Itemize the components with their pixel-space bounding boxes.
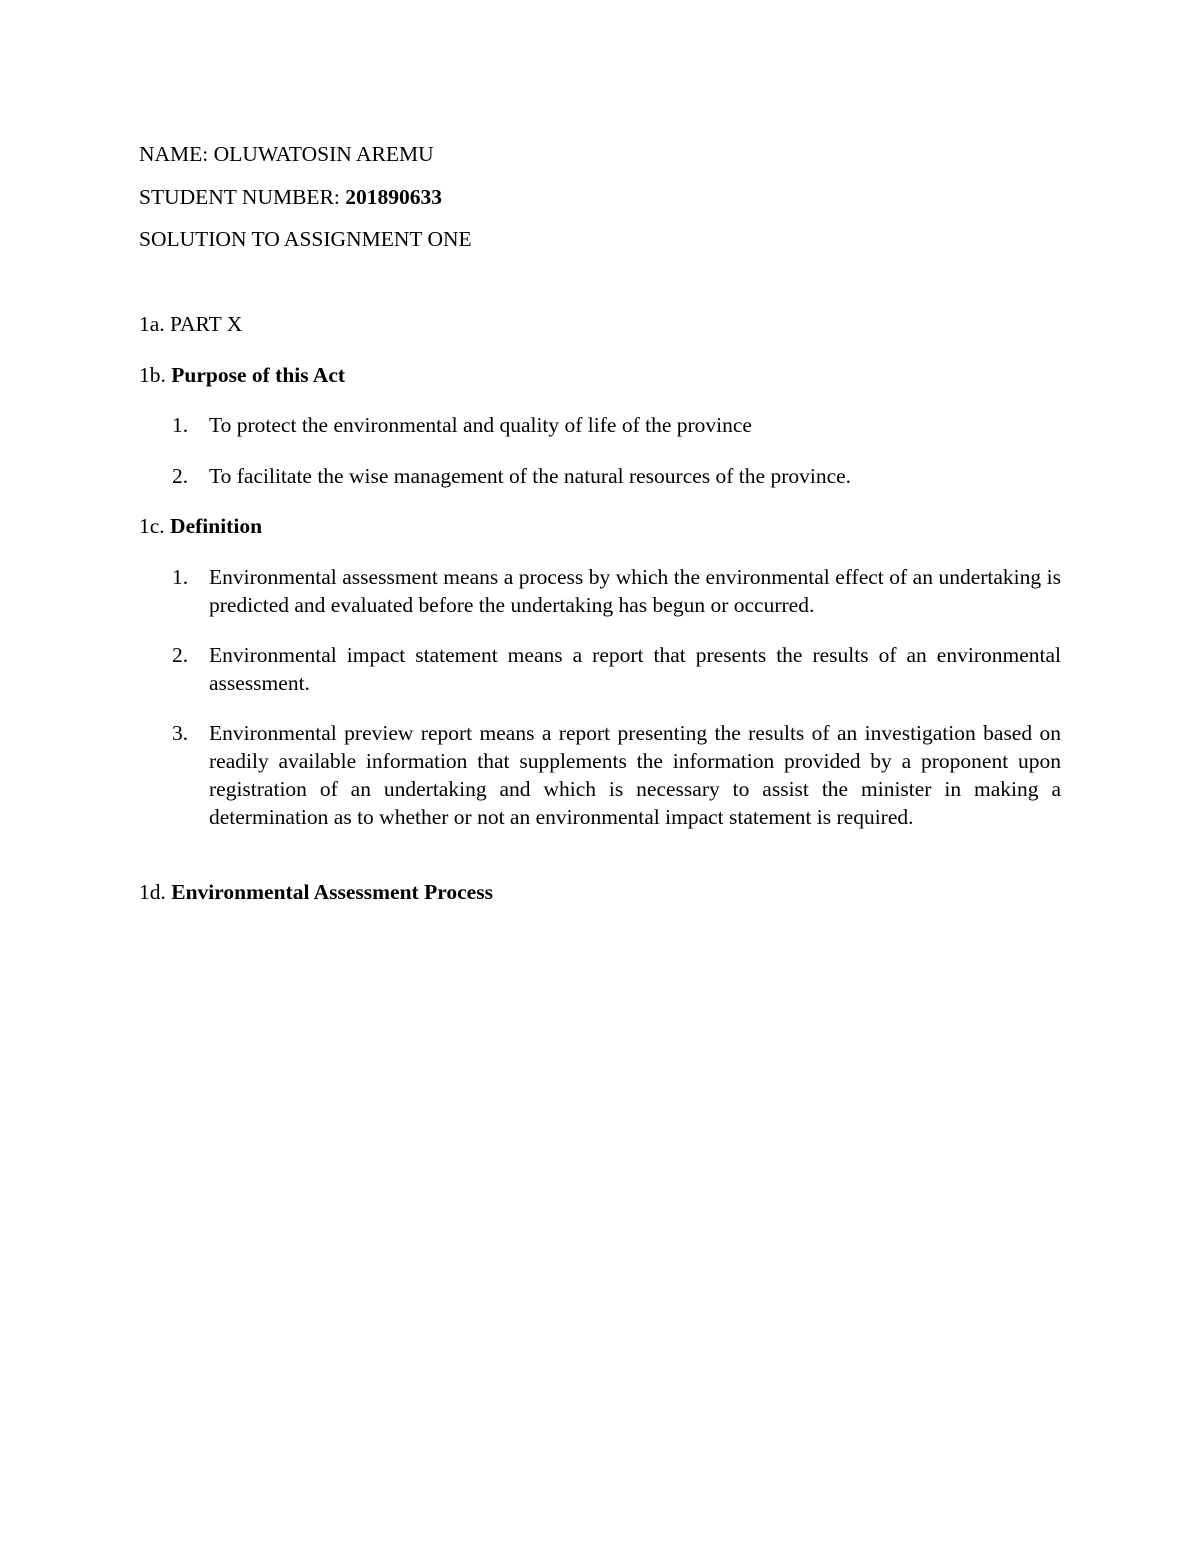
section-1b-heading: Purpose of this Act [171, 363, 346, 387]
section-1d-heading-line [139, 878, 493, 906]
definition-item-1 [172, 563, 1061, 619]
student-name-line [139, 140, 434, 168]
section-1d-label: 1d. [139, 880, 166, 904]
list-number: 2. [172, 464, 189, 488]
definition-item-3 [172, 719, 1061, 831]
solution-title: SOLUTION TO ASSIGNMENT ONE [139, 227, 472, 251]
purpose-item-1 [172, 411, 1061, 439]
section-1c-heading: Definition [170, 514, 263, 538]
section-1b-label: 1b. [139, 363, 166, 387]
student-number-line [139, 183, 442, 211]
name-value: OLUWATOSIN AREMU [213, 142, 434, 166]
section-1c-label: 1c. [139, 514, 165, 538]
section-1a-text: PART X [170, 312, 243, 336]
list-item-text: Environmental preview report means a report presenting the results of an investigation based on readily available information that supplements the information provided by a proponent upon registration of an undertaking and which is necessary to assist the minister in making a determination as to whether or not an environmental impact statement is required. [209, 721, 1061, 829]
section-1b-heading-line [139, 361, 345, 389]
section-1a [139, 310, 242, 338]
list-item-text: Environmental impact statement means a report that presents the results of an environmental assessment. [209, 643, 1061, 695]
list-item-text: Environmental assessment means a process by which the environmental effect of an undertaking is predicted and evaluated before the undertaking has begun or occurred. [209, 565, 1061, 617]
student-number-label: STUDENT NUMBER: [139, 185, 346, 209]
section-1a-label: 1a. [139, 312, 165, 336]
name-label: NAME: [139, 142, 214, 166]
list-item-text: To facilitate the wise management of the natural resources of the province. [209, 464, 852, 488]
section-1c-heading-line [139, 512, 262, 540]
list-number: 3. [172, 721, 189, 745]
list-number: 1. [172, 413, 189, 437]
list-number: 1. [172, 565, 189, 589]
definition-item-2 [172, 641, 1061, 697]
list-number: 2. [172, 643, 189, 667]
list-item-text: To protect the environmental and quality of life of the province [209, 413, 752, 437]
student-number-value: 201890633 [345, 185, 443, 209]
section-1d-heading: Environmental Assessment Process [171, 880, 493, 904]
purpose-item-2 [172, 462, 1061, 490]
